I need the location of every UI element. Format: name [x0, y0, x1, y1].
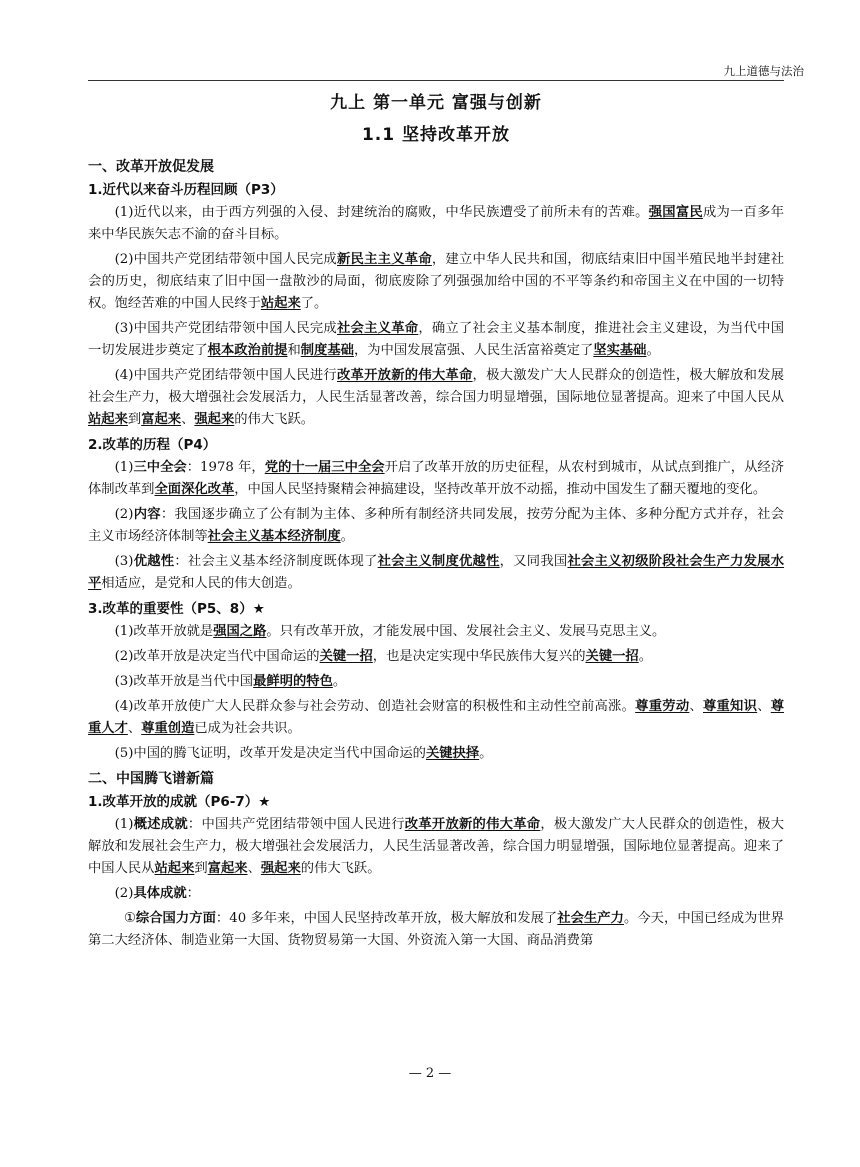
text-run: 和 [287, 343, 301, 358]
paragraph [88, 671, 784, 693]
key-term: 最鲜明的特色 [253, 674, 333, 689]
text-run: 、 [127, 721, 142, 736]
key-term: 站起来 [260, 296, 301, 311]
lesson-title: 1.1 坚持改革开放 [361, 125, 511, 145]
text-run: 。 [332, 674, 347, 689]
key-term: 关键抉择 [425, 746, 480, 761]
section-heading: 二、中国腾飞谱新篇 [88, 771, 214, 787]
key-term: 强起来 [194, 412, 235, 427]
paragraph [88, 908, 784, 952]
subsection-heading: 1.近代以来奋斗历程回顾（P3） [88, 182, 284, 198]
unit-title: 九上 第一单元 富强与创新 [330, 93, 542, 113]
paragraph [88, 365, 784, 431]
paragraph [88, 743, 784, 765]
key-term: 站起来 [154, 861, 195, 876]
text-run: 。 [479, 746, 493, 761]
document-body [88, 88, 784, 955]
text-run: ：40 多年来，中国人民坚持改革开放，极大解放和发展了 [215, 911, 558, 926]
text-run: 的伟大飞跃。 [300, 861, 381, 876]
text-run: ，建立中华人民共和国，彻底结束旧中国半殖民地半封建社会的历史，彻底结束了旧中国一盘散沙的局面，彻底废除了列强强加给中国的不平等条约和帝国主义在中国的一切特权。饱经苦难的中国人民终于 [88, 252, 785, 311]
text-run: ：1978 年， [186, 460, 265, 475]
key-term: 强国之路 [213, 624, 267, 639]
content-blocks [88, 156, 784, 952]
subsection-heading: 3.改革的重要性（P5、8）★ [88, 601, 265, 617]
text-run: (2)改革开放是决定当代中国命运的 [114, 649, 320, 664]
key-term: 坚实基础 [593, 343, 647, 358]
text-run: 。今天，中国已经成为世界第二大经济体、制造业第一大国、货物贸易第一大国、外资流入第一大国、商品消费第 [88, 911, 785, 948]
text-run: (5)中国的腾飞证明，改革开发是决定当代中国命运的 [114, 746, 426, 761]
paragraph [88, 551, 784, 595]
text-run: ，为中国发展富强、人民生活富裕奠定了 [353, 343, 594, 358]
text-run: ：中国共产党团结带领中国人民进行 [187, 817, 405, 832]
text-run: (4)改革开放使广大人民群众参与社会劳动、创造社会财富的积极性和主动性空前高涨。 [114, 699, 636, 714]
paragraph [88, 621, 784, 643]
key-term: 站起来 [88, 412, 128, 427]
key-term: 改革开放新的伟大革命 [337, 368, 473, 383]
key-term: 新民主主义革命 [337, 252, 432, 267]
key-term: 尊重劳动 [635, 699, 690, 714]
paragraph [88, 202, 784, 246]
text-run: 相适应，是党和人民的伟大创造。 [101, 576, 301, 591]
key-term: 社会主义初级阶段社会生产力发展水平 [88, 554, 785, 591]
key-term: 尊重创造 [141, 721, 195, 736]
key-term: 强国富民 [648, 205, 703, 220]
bold-label: 三中全会 [133, 460, 187, 475]
key-term: 社会生产力 [557, 911, 624, 926]
key-term: 社会主义革命 [337, 321, 419, 336]
paragraph [88, 696, 784, 740]
header-divider [88, 80, 784, 81]
text-run: (3)改革开放是当代中国 [114, 674, 254, 689]
text-run: (1)近代以来，由于西方列强的入侵、封建统治的腐败，中华民族遭受了前所未有的苦难。 [114, 205, 649, 220]
text-run: ： [186, 886, 200, 901]
key-term: 尊重人才 [88, 699, 785, 736]
section-heading: 一、改革开放促发展 [88, 159, 214, 175]
text-run: ，又同我国 [499, 554, 568, 569]
text-run: 、 [247, 861, 261, 876]
key-term: 社会主义制度优越性 [377, 554, 500, 569]
text-run: 、 [757, 699, 771, 714]
text-run: 到 [127, 412, 142, 427]
text-run: 成为一百多年来中华民族矢志不渝的奋斗目标。 [88, 205, 785, 242]
paragraph [88, 504, 784, 548]
text-run: (3) [114, 554, 134, 569]
key-term: 富起来 [207, 861, 248, 876]
running-header: 九上道德与法治 [723, 64, 804, 78]
bold-label: 优越性 [133, 554, 175, 569]
key-term: 强起来 [260, 861, 301, 876]
page-number: — 2 — [408, 1066, 452, 1081]
text-run: ① [123, 911, 136, 926]
key-term: 关键一招 [585, 649, 639, 664]
text-run: 、 [689, 699, 703, 714]
text-run: ，确立了社会主义基本制度，推进社会主义建设，为当代中国一切发展进步奠定了 [88, 321, 785, 358]
paragraph [88, 249, 784, 315]
text-run: 。只有改革开放，才能发展中国、发展社会主义、发展马克思主义。 [266, 624, 666, 639]
text-run: ，极大激发广大人民群众的创造性，极大解放和发展社会生产力，极大增强社会发展活力，人民生活显著改善，综合国力明显增强，国际地位显著提高。迎来了中国人民从 [88, 817, 785, 876]
bold-label: 概述成就 [133, 817, 188, 832]
text-run: 。 [340, 529, 354, 544]
paragraph [88, 883, 784, 905]
text-run: 开启了改革开放的历史征程，从农村到城市，从试点到推广，从经济体制改革到 [88, 460, 785, 497]
text-run: 。 [638, 649, 653, 664]
bold-label: 综合国力方面 [135, 911, 216, 926]
text-run: (2)中国共产党团结带领中国人民完成 [114, 252, 337, 267]
key-term: 富起来 [141, 412, 182, 427]
key-term: 全面深化改革 [154, 482, 235, 497]
bold-label: 具体成就 [133, 886, 187, 901]
text-run: ，中国人民坚持聚精会神搞建设，坚持改革开放不动摇，推动中国发生了翻天覆地的变化。 [234, 482, 767, 497]
text-run: (2) [114, 507, 134, 522]
key-term: 尊重知识 [702, 699, 758, 714]
key-term: 党的十一届三中全会 [264, 460, 385, 475]
paragraph [88, 646, 784, 668]
key-term: 改革开放新的伟大革命 [404, 817, 541, 832]
paragraph [88, 318, 784, 362]
text-run: (1)改革开放就是 [114, 624, 214, 639]
text-run: 的伟大飞跃。 [234, 412, 315, 427]
key-term: 根本政治前提 [207, 343, 288, 358]
text-run: ：社会主义基本经济制度既体现了 [174, 554, 378, 569]
paragraph [88, 814, 784, 880]
text-run: 、 [181, 412, 195, 427]
text-run: 到 [194, 861, 208, 876]
key-term: 社会主义基本经济制度 [207, 529, 341, 544]
text-run: 已成为社会共识。 [194, 721, 301, 736]
text-run: 。 [646, 343, 660, 358]
subsection-heading: 1.改革开放的成就（P6-7）★ [88, 794, 271, 810]
text-run: ，也是决定实现中华民族伟大复兴的 [372, 649, 586, 664]
text-run: (2) [114, 886, 134, 901]
text-run: 了。 [300, 296, 328, 311]
key-term: 关键一招 [319, 649, 373, 664]
subsection-heading: 2.改革的历程（P4） [88, 437, 217, 453]
text-run: ，极大激发广大人民群众的创造性，极大解放和发展社会生产力，极大增强社会发展活力，人民生活显著改善，综合国力明显增强，国际地位显著提高。迎来了中国人民从 [88, 368, 785, 405]
text-run: (3)中国共产党团结带领中国人民完成 [114, 321, 337, 336]
key-term: 制度基础 [300, 343, 354, 358]
text-run: ：我国逐步确立了公有制为主体、多种所有制经济共同发展，按劳分配为主体、多种分配方式并存，社会主义市场经济体制等 [88, 507, 785, 544]
text-run: (4)中国共产党团结带领中国人民进行 [114, 368, 337, 383]
text-run: (1) [114, 817, 134, 832]
text-run: (1) [114, 460, 134, 475]
paragraph [88, 457, 784, 501]
bold-label: 内容 [133, 507, 161, 522]
